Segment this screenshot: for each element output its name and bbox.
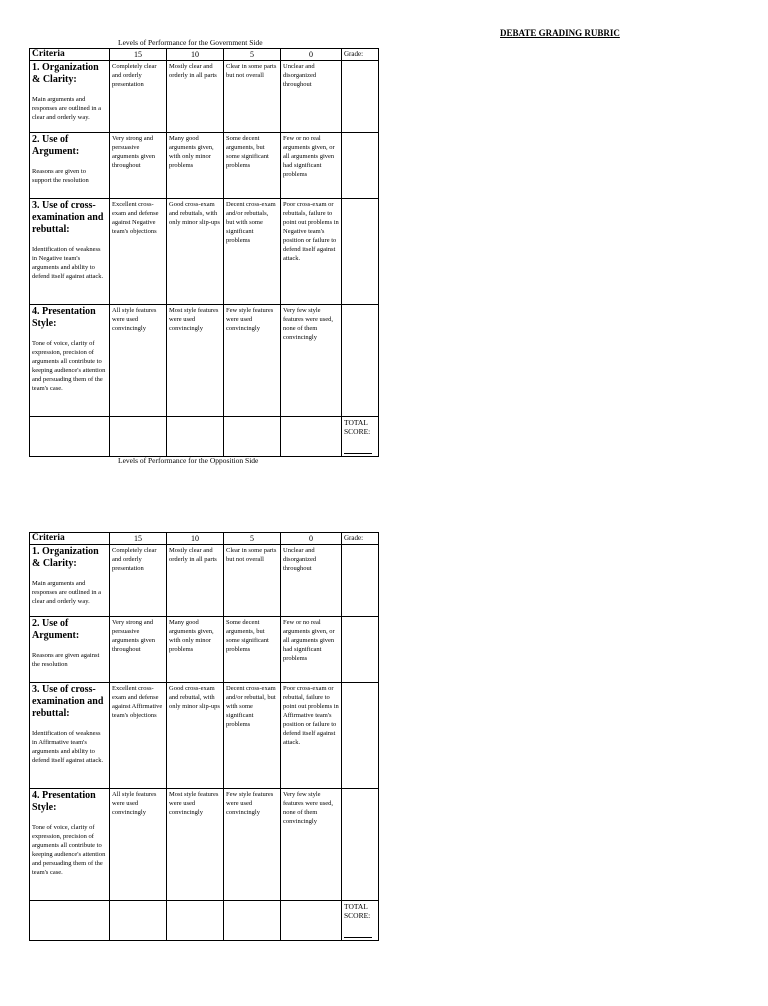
criteria-title: 4. Presentation Style: [32,790,96,813]
criteria-description: Tone of voice, clarity of expression, precision of arguments all contribute to keeping audience's attention and persuading them of the team's case. [32,824,106,876]
score-cell-0: Few or no real arguments given, or all arguments given had significant problems [281,617,342,683]
criteria-description: Reasons are given to support the resolution [32,168,89,184]
opposition-rubric-table [29,532,379,941]
criteria-description: Reasons are given against the resolution [32,652,100,668]
level-header-5: 5 [224,49,281,61]
table-row [30,789,379,901]
score-cell-0: Unclear and disorganized throughout [281,545,342,617]
criteria-cell [30,545,110,617]
grade-header: Grade: [342,49,379,61]
score-cell-5: Few style features were used convincingly [224,305,281,417]
total-blank-cell [281,901,342,941]
level-header-5: 5 [224,533,281,545]
criteria-description: Main arguments and responses are outlined in a clear and orderly way. [32,580,101,605]
score-cell-15: Completely clear and orderly presentation [110,545,167,617]
level-header-0: 0 [281,533,342,545]
grade-cell[interactable] [342,683,379,789]
score-cell-5: Clear in some parts but not overall [224,61,281,133]
grade-header: Grade: [342,533,379,545]
grade-cell[interactable] [342,61,379,133]
score-cell-10: Mostly clear and orderly in all parts [167,61,224,133]
criteria-description: Identification of weakness in Affirmative team's arguments and ability to defend itself against attack. [32,730,104,764]
score-cell-10: Most style features were used convincingly [167,305,224,417]
criteria-title: 2. Use of Argument: [32,134,80,157]
total-blank-cell [30,417,110,457]
total-blank-cell [110,417,167,457]
table-row [30,617,379,683]
score-cell-5: Some decent arguments, but some significant problems [224,133,281,199]
criteria-title: 2. Use of Argument: [32,618,80,641]
score-cell-0: Very few style features were used, none of them convincingly [281,305,342,417]
score-cell-10: Many good arguments given, with only minor problems [167,617,224,683]
table-row [30,683,379,789]
total-blank-cell [167,417,224,457]
criteria-cell [30,133,110,199]
header-row [30,49,379,61]
table-row [30,545,379,617]
level-header-10: 10 [167,49,224,61]
criteria-description: Main arguments and responses are outlined in a clear and orderly way. [32,96,101,121]
table-row [30,305,379,417]
criteria-cell [30,61,110,133]
score-cell-5: Decent cross-exam and/or rebuttals, but with some significant problems [224,199,281,305]
score-cell-15: All style features were used convincingly [110,305,167,417]
score-cell-15: Very strong and persuasive arguments given throughout [110,133,167,199]
score-cell-0: Few or no real arguments given, or all arguments given had significant problems [281,133,342,199]
criteria-cell [30,789,110,901]
grade-cell[interactable] [342,133,379,199]
score-cell-10: Many good arguments given, with only minor problems [167,133,224,199]
score-cell-10: Mostly clear and orderly in all parts [167,545,224,617]
total-blank-cell [167,901,224,941]
score-cell-0: Very few style features were used, none of them convincingly [281,789,342,901]
criteria-cell [30,305,110,417]
grade-cell[interactable] [342,617,379,683]
score-cell-15: All style features were used convincingly [110,789,167,901]
table-row [30,61,379,133]
total-blank-cell [30,901,110,941]
grade-cell[interactable] [342,545,379,617]
opposition-caption: Levels of Performance for the Opposition Side [118,456,259,465]
criteria-header: Criteria [30,49,110,61]
criteria-title: 1. Organization & Clarity: [32,62,99,85]
criteria-cell [30,199,110,305]
level-header-0: 0 [281,49,342,61]
grade-cell[interactable] [342,789,379,901]
score-cell-5: Decent cross-exam and/or rebuttal, but with some significant problems [224,683,281,789]
total-score-line [344,453,372,454]
score-cell-5: Few style features were used convincingly [224,789,281,901]
government-caption: Levels of Performance for the Government Side [118,38,263,47]
total-score-label: TOTAL SCORE: [344,902,371,920]
total-row [30,901,379,941]
criteria-title: 1. Organization & Clarity: [32,546,99,569]
criteria-cell [30,683,110,789]
total-blank-cell [110,901,167,941]
score-cell-0: Poor cross-exam or rebuttals, failure to point out problems in Negative team's position or failure to defend itself against attack. [281,199,342,305]
score-cell-15: Completely clear and orderly presentation [110,61,167,133]
level-header-15: 15 [110,49,167,61]
criteria-description: Identification of weakness in Negative team's arguments and ability to defend itself against attack. [32,246,104,280]
table-row [30,199,379,305]
criteria-description: Tone of voice, clarity of expression, precision of arguments all contribute to keeping audience's attention and persuading them of the team's case. [32,340,106,392]
score-cell-10: Most style features were used convincingly [167,789,224,901]
total-blank-cell [224,417,281,457]
score-cell-15: Excellent cross-exam and defense against Affirmative team's objections [110,683,167,789]
total-row [30,417,379,457]
criteria-header: Criteria [30,533,110,545]
total-blank-cell [224,901,281,941]
total-blank-cell [281,417,342,457]
table-row [30,133,379,199]
total-score-label: TOTAL SCORE: [344,418,371,436]
score-cell-5: Some decent arguments, but some significant problems [224,617,281,683]
score-cell-0: Poor cross-exam or rebuttal, failure to point out problems in Affirmative team's position or failure to defend itself against attack. [281,683,342,789]
score-cell-15: Excellent cross-exam and defense against Negative team's objections [110,199,167,305]
score-cell-10: Good cross-exam and rebuttals, with only minor slip-ups [167,199,224,305]
header-row [30,533,379,545]
government-rubric-table [29,48,379,457]
document-title: DEBATE GRADING RUBRIC [500,28,620,38]
criteria-title: 4. Presentation Style: [32,306,96,329]
criteria-title: 3. Use of cross-examination and rebuttal: [32,200,104,235]
total-score-cell[interactable] [342,901,379,941]
score-cell-15: Very strong and persuasive arguments given throughout [110,617,167,683]
score-cell-5: Clear in some parts but not overall [224,545,281,617]
criteria-title: 3. Use of cross-examination and rebuttal: [32,684,104,719]
score-cell-10: Good cross-exam and rebuttal, with only minor slip-ups [167,683,224,789]
grade-cell[interactable] [342,305,379,417]
total-score-cell[interactable] [342,417,379,457]
score-cell-0: Unclear and disorganized throughout [281,61,342,133]
total-score-line [344,937,372,938]
level-header-15: 15 [110,533,167,545]
criteria-cell [30,617,110,683]
level-header-10: 10 [167,533,224,545]
grade-cell[interactable] [342,199,379,305]
